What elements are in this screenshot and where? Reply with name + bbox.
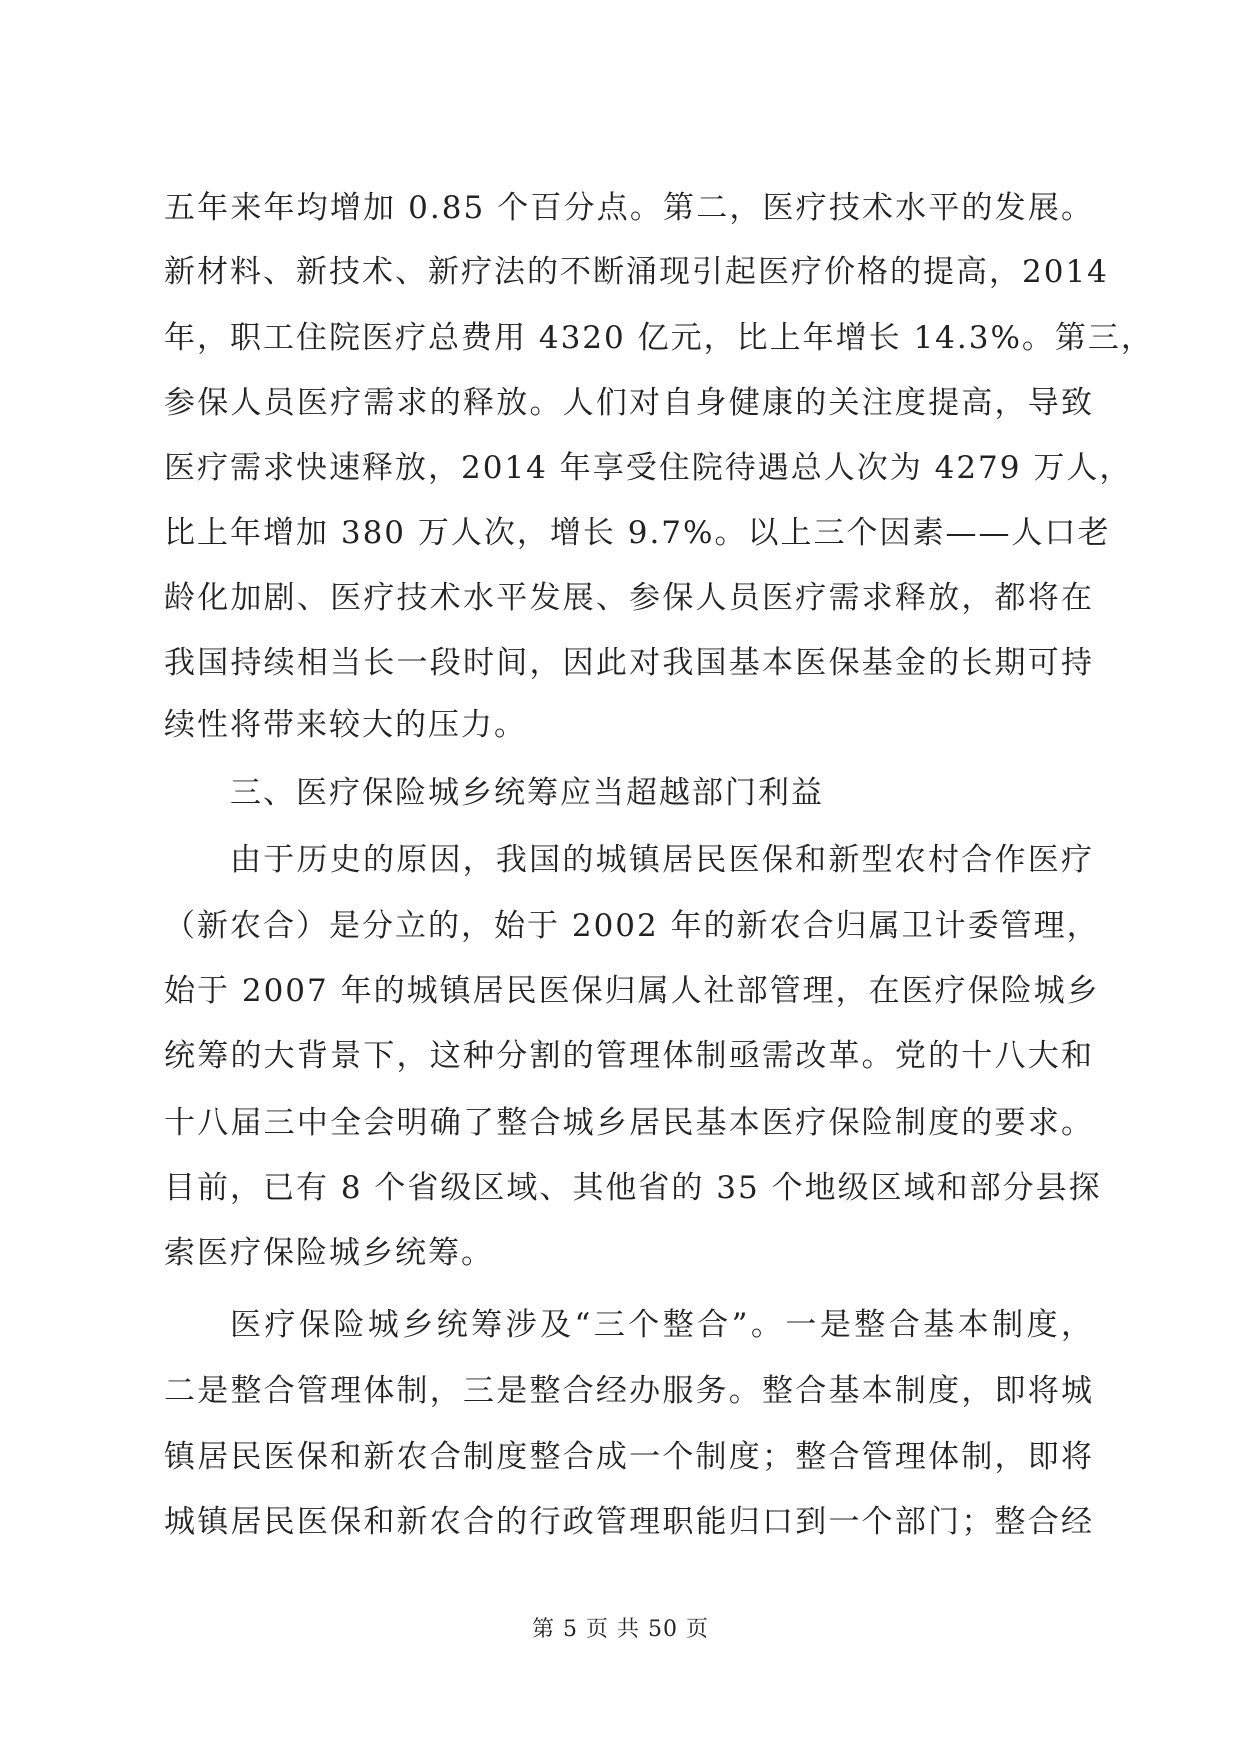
paragraph-2-line-4: 统筹的大背景下，这种分割的管理体制亟需改革。党的十八大和 xyxy=(164,1038,1094,1074)
paragraph-1-line-9: 续性将带来较大的压力。 xyxy=(164,707,527,743)
paragraph-3-line-4: 城镇居民医保和新农合的行政管理职能归口到一个部门；整合经 xyxy=(164,1504,1094,1540)
paragraph-2-line-2: （新农合）是分立的，始于 2002 年的新农合归属卫计委管理， xyxy=(164,908,1100,944)
paragraph-2-line-3: 始于 2007 年的城镇居民医保归属人社部管理，在医疗保险城乡 xyxy=(164,973,1100,1009)
paragraph-3-line-3: 镇居民医保和新农合制度整合成一个制度；整合管理体制，即将 xyxy=(164,1439,1094,1475)
paragraph-2-line-1: 由于历史的原因，我国的城镇居民医保和新型农村合作医疗 xyxy=(230,842,1094,878)
page-footer: 第 5 页 共 50 页 xyxy=(532,1617,709,1642)
paragraph-1-line-7: 龄化加剧、医疗技术水平发展、参保人员医疗需求释放，都将在 xyxy=(164,580,1094,616)
paragraph-1-line-6: 比上年增加 380 万人次，增长 9.7%。以上三个因素——人口老 xyxy=(164,515,1111,551)
section-heading: 三、医疗保险城乡统筹应当超越部门利益 xyxy=(230,775,824,811)
paragraph-1-line-8: 我国持续相当长一段时间，因此对我国基本医保基金的长期可持 xyxy=(164,645,1094,681)
paragraph-3-line-2: 二是整合管理体制，三是整合经办服务。整合基本制度，即将城 xyxy=(164,1373,1094,1409)
paragraph-3-line-1: 医疗保险城乡统筹涉及“三个整合”。一是整合基本制度， xyxy=(230,1307,1094,1343)
paragraph-2-line-6: 目前，已有 8 个省级区域、其他省的 35 个地级区域和部分县探 xyxy=(164,1170,1102,1206)
paragraph-1-line-3: 年，职工住院医疗总费用 4320 亿元，比上年增长 14.3%。第三， xyxy=(164,320,1154,356)
paragraph-1-line-4: 参保人员医疗需求的释放。人们对自身健康的关注度提高，导致 xyxy=(164,385,1094,421)
paragraph-2-line-7: 索医疗保险城乡统筹。 xyxy=(164,1235,494,1271)
paragraph-1-line-5: 医疗需求快速释放，2014 年享受住院待遇总人次为 4279 万人， xyxy=(164,450,1133,486)
paragraph-2-line-5: 十八届三中全会明确了整合城乡居民基本医疗保险制度的要求。 xyxy=(164,1105,1094,1141)
paragraph-1-line-1: 五年来年均增加 0.85 个百分点。第二，医疗技术水平的发展。 xyxy=(164,190,1094,226)
paragraph-1-line-2: 新材料、新技术、新疗法的不断涌现引起医疗价格的提高，2014 xyxy=(164,254,1109,290)
